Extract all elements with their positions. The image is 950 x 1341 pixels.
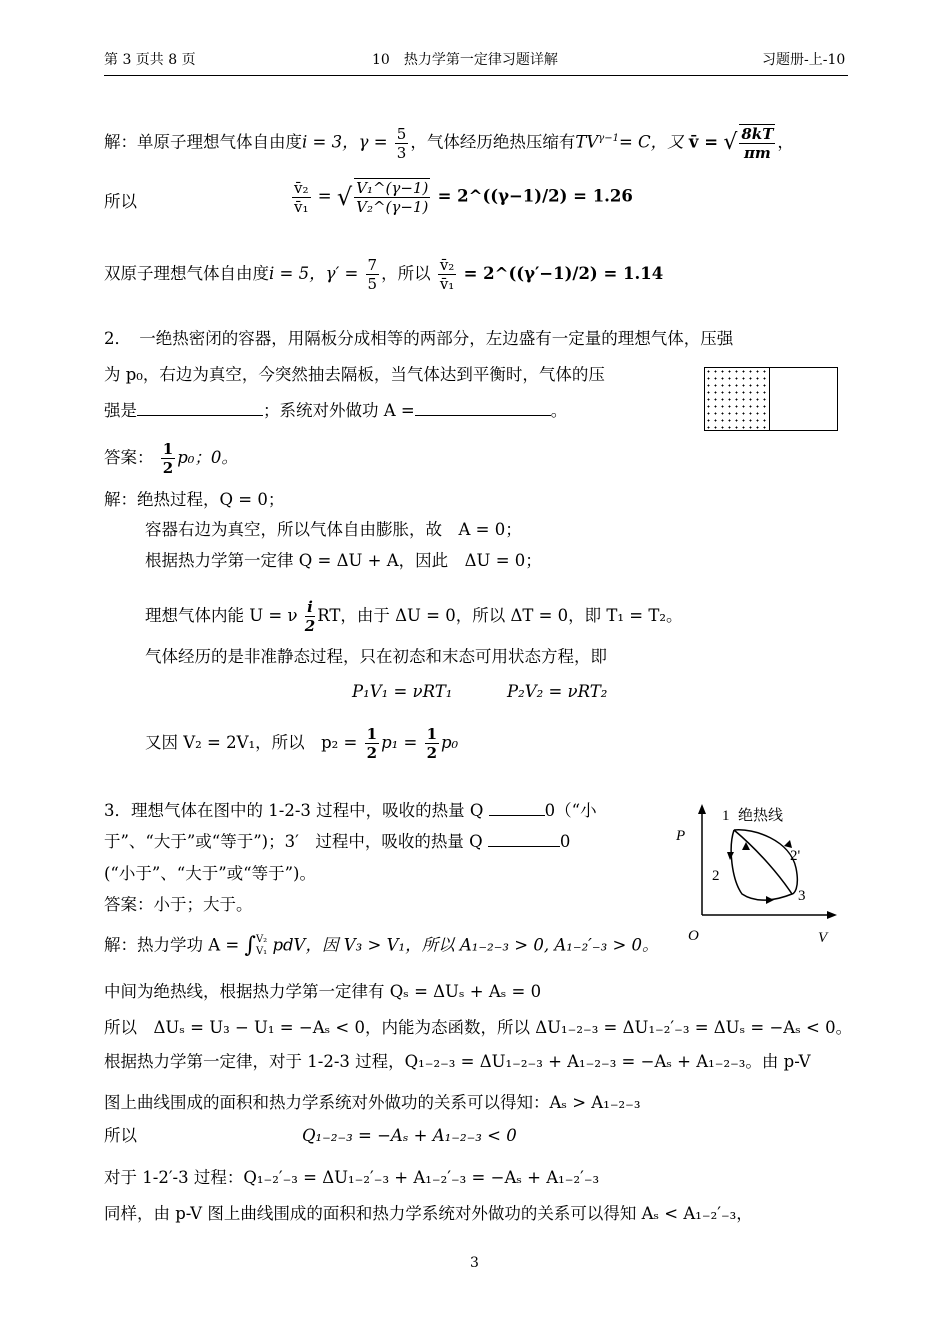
q2-sol7: 又因 V₂ = 2V₁，所以 p₂ = $\frac{1}{2}$ p₁ = $\frac{1}{2}$ p₀ [145, 725, 459, 762]
p-axis-arrow-icon [698, 804, 706, 814]
label-1: 1 [722, 808, 730, 824]
q3-line1: 3．理想气体在图中的 1-2-3 过程中，吸收的热量 Q 0（“小 [104, 801, 597, 820]
p1-suoyi: 所以 [104, 192, 137, 211]
q3-answer: 答案：小于；大于。 [104, 895, 253, 914]
q2-blank-work[interactable] [415, 415, 551, 416]
header-left: 第 3 页共 8 页 [104, 52, 196, 68]
gas-chamber [705, 368, 770, 430]
p1-ratio-eq: $\frac{\text{v̄₂}}{\text{v̄₁}}$ = √ $\frac{\text{V₁\textasciicircum{}(γ−1)}}{\text{V₂\textasciicircum{}(γ−1)}}$ = 2^((γ−1)/2) = 1.26 [294, 178, 633, 216]
q3-line2: 于”、“大于”或“等于”)；3′ 过程中，吸收的热量 Q 0 [104, 832, 571, 851]
label-v: V [818, 930, 828, 946]
label-p: P [676, 828, 686, 844]
page-number: 3 [470, 1255, 479, 1271]
q3-blank-1[interactable] [489, 815, 545, 816]
q2-sol6b: P₂V₂ = νRT₂ [507, 682, 608, 701]
q2-sol5: 气体经历的是非准静态过程，只在初态和末态可用状态方程，即 [145, 647, 607, 666]
sqrt-sign: √ [723, 130, 738, 155]
header-center: 10 热力学第一定律习题详解 [372, 52, 558, 68]
q2-blank-pressure[interactable] [137, 415, 263, 416]
label-2p: 2' [790, 848, 801, 864]
header-right: 习题册-上-10 [762, 52, 846, 68]
curve-1-2-3 [731, 830, 792, 900]
container-diagram [704, 367, 838, 431]
q3-sol8: 同样，由 p-V 图上曲线围成的面积和热力学系统对外做功的关系可以得知 Aₛ < A₁₋₂′₋₃， [104, 1204, 753, 1223]
q2-line3: 强是 ；系统对外做功 A = 。 [104, 401, 568, 420]
pv-diagram [672, 800, 844, 950]
q2-sol3: 根据热力学第一定律 Q = ΔU + A，因此 ΔU = 0； [145, 551, 542, 570]
label-2: 2 [712, 868, 720, 884]
q3-sol5: 图上曲线围成的面积和热力学系统对外做功的关系可以得知：Aₛ > A₁₋₂₋₃ [104, 1093, 641, 1112]
p1-line1: 解：单原子理想气体自由度i = 3，γ = $\frac{5}{3}$ ，气体经历绝热压缩有$TV^{\gamma-1}= C$，又 v̄ = √ $\frac{8kT}{\pi m}$ ， [104, 124, 794, 162]
sqrt-sign-2: √ [336, 183, 353, 211]
q3-line3: (“小于”、“大于”或“等于”)。 [104, 864, 316, 883]
q3-sol6a: 所以 [104, 1126, 137, 1145]
q2-answer: 答案： $\frac{1}{2}$ p₀；0。 [104, 440, 238, 477]
q2-sol1: 解：绝热过程，Q = 0； [104, 490, 285, 509]
q3-sol6b: Q₁₋₂₋₃ = −Aₛ + A₁₋₂₋₃ < 0 [302, 1126, 517, 1145]
q3-sol7: 对于 1-2′-3 过程：Q₁₋₂′₋₃ = ΔU₁₋₂′₋₃ + A₁₋₂′₋₃ = −Aₛ + A₁₋₂′₋₃ [104, 1168, 600, 1187]
q3-sol4: 根据热力学第一定律，对于 1-2-3 过程，Q₁₋₂₋₃ = ΔU₁₋₂₋₃ + A₁₋₂₋₃ = −Aₛ + A₁₋₂₋₃。由 p-V [104, 1052, 811, 1071]
arrow-icon [784, 840, 792, 848]
arrow-icon [727, 852, 734, 860]
header-rule [104, 75, 848, 76]
adiabat-curve [734, 830, 792, 894]
q3-sol3: 所以 ΔUₛ = U₃ − U₁ = −Aₛ < 0，内能为态函数，所以 ΔU₁₋₂₋₃ = ΔU₁₋₂′₋₃ = ΔUₛ = −Aₛ < 0。 [104, 1018, 853, 1037]
q3-blank-2[interactable] [488, 846, 560, 847]
p1-line3: 双原子理想气体自由度i = 5，γ′ = $\frac{7}{5}$ ，所以 $\frac{\text{v̄₂}}{\text{v̄₁}}$ = 2^((γ′−1)/2) = 1.14 [104, 256, 664, 293]
q2-line1: 2． 一绝热密闭的容器，用隔板分成相等的两部分，左边盛有一定量的理想气体，压强 [104, 329, 734, 348]
q2-sol2: 容器右边为真空，所以气体自由膨胀，故 A = 0； [145, 520, 522, 539]
label-adiabat: 绝热线 [738, 807, 784, 824]
q2-line2: 为 p₀，右边为真空，今突然抽去隔板，当气体达到平衡时，气体的压 [104, 365, 605, 384]
v-axis-arrow-icon [827, 911, 837, 919]
q3-sol1: 解：热力学功 A = ∫ V₂ V₁ pdV，因 V₃ > V₁，所以 A₁₋₂₋₃ > 0, A₁₋₂′₋₃ > 0。 [104, 933, 659, 958]
q2-sol6a: P₁V₁ = νRT₁ [352, 682, 453, 701]
gamma-fraction: $\frac{5}{3}$ [396, 124, 407, 162]
curve-1-2p-3 [734, 830, 797, 894]
label-o: O [688, 928, 699, 944]
q2-sol4: 理想气体内能 U = ν $\frac{i}{2}$ RT，由于 ΔU = 0，所以 ΔT = 0，即 T₁ = T₂。 [145, 598, 683, 635]
label-3: 3 [798, 888, 806, 904]
q3-sol2: 中间为绝热线，根据热力学第一定律有 Qₛ = ΔUₛ + Aₛ = 0 [104, 982, 542, 1001]
sqrt-fraction: $\frac{8kT}{\pi m}$ [741, 125, 774, 162]
arrow-icon [766, 896, 774, 904]
